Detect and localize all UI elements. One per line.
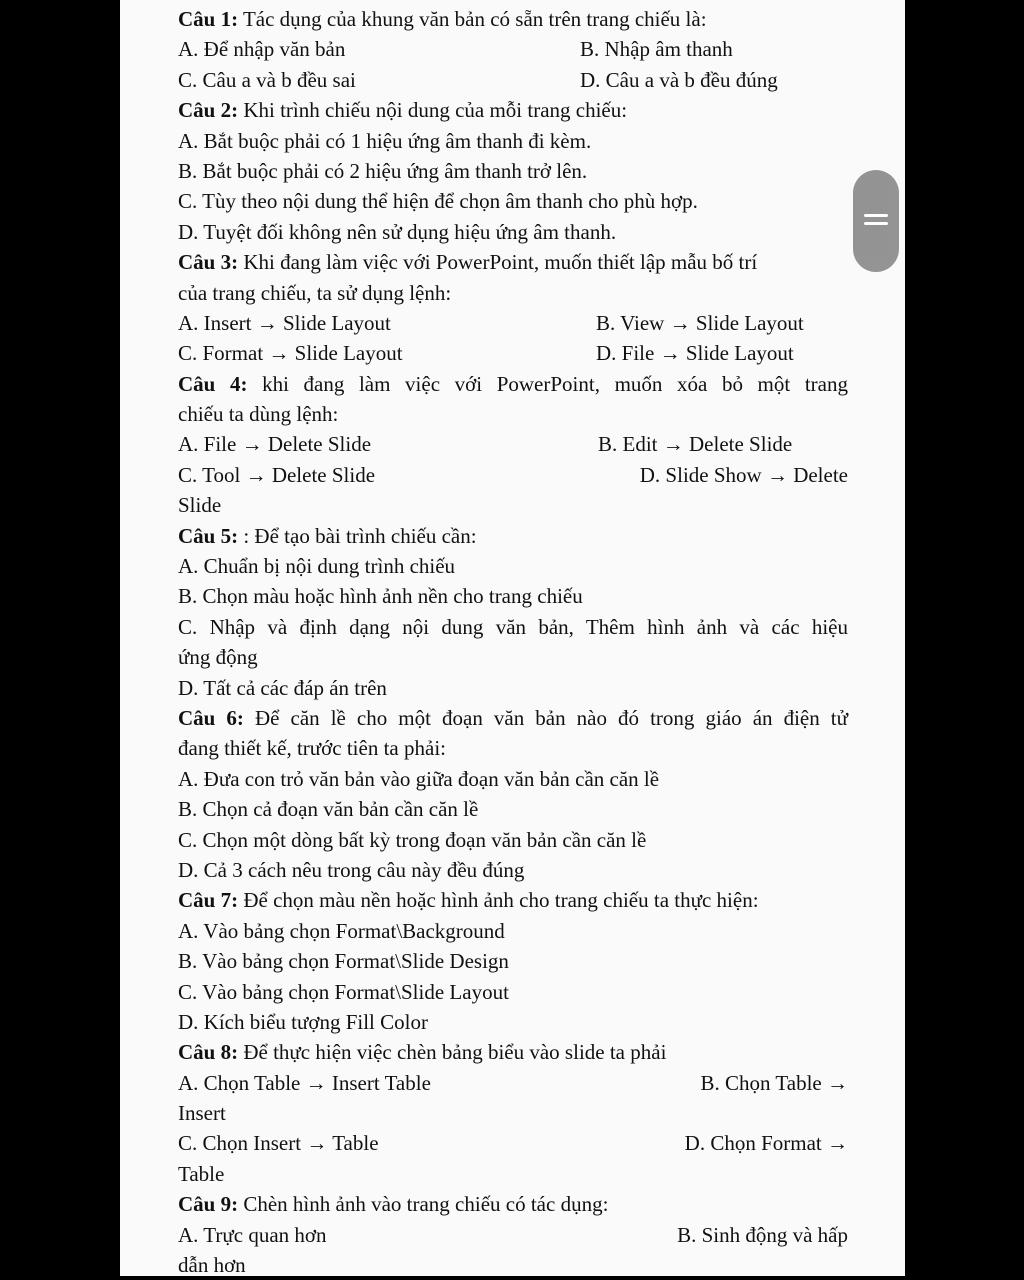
answer-a: A. Đưa con trỏ văn bản vào giữa đoạn văn bản cần căn lề	[178, 766, 660, 791]
answer-d-cont: Slide	[178, 493, 222, 518]
question-5	[178, 521, 848, 551]
document-content	[178, 4, 848, 1280]
question-text: Để thực hiện việc chèn bảng biểu vào slide ta phải	[238, 1040, 667, 1065]
question-label: Câu 8:	[178, 1040, 239, 1065]
answer-b: B. Sinh động và hấp	[677, 1222, 848, 1247]
answer-b-cont: Insert	[178, 1101, 226, 1126]
question-label: Câu 3:	[178, 250, 239, 275]
answer-d: D. Câu a và b đều đúng	[580, 67, 778, 92]
question-7	[178, 885, 848, 915]
answer-b: B. Bắt buộc phải có 2 hiệu ứng âm thanh trở lên.	[178, 158, 588, 183]
answer-row	[178, 34, 848, 64]
answer-row	[178, 338, 848, 368]
answer-c: C. Chọn Insert → Table	[178, 1131, 379, 1156]
question-text: Để căn lề cho một đoạn văn bản nào đó trong giáo án điện tử	[243, 705, 849, 730]
answer-row	[178, 460, 848, 490]
answer-b: B. Vào bảng chọn Format\Slide Design	[178, 949, 509, 974]
question-label: Câu 9:	[178, 1192, 239, 1217]
question-label: Câu 2:	[178, 98, 239, 123]
question-9	[178, 1189, 848, 1219]
answer-row	[178, 1068, 848, 1098]
answer-d: D. Cả 3 cách nêu trong câu này đều đúng	[178, 857, 525, 882]
answer-d: D. Tất cả các đáp án trên	[178, 675, 387, 700]
answer-row	[178, 65, 848, 95]
answer-a: A. Trực quan hơn	[178, 1222, 327, 1247]
answer-a: A. Chọn Table → Insert Table	[178, 1070, 431, 1095]
answer-b: B. Edit → Delete Slide	[598, 432, 793, 457]
question-text: Tác dụng của khung văn bản có sẵn trên trang chiếu là:	[238, 7, 707, 31]
question-8	[178, 1037, 848, 1067]
answer-c: C. Chọn một dòng bất kỳ trong đoạn văn bản cần căn lề	[178, 827, 647, 852]
answer-c: C. Câu a và b đều sai	[178, 67, 356, 92]
question-text: Để chọn màu nền hoặc hình ảnh cho trang chiếu ta thực hiện:	[238, 888, 759, 913]
answer-row	[178, 1220, 848, 1250]
question-text: Khi trình chiếu nội dung của mỗi trang chiếu:	[238, 98, 628, 123]
answer-a: A. Bắt buộc phải có 1 hiệu ứng âm thanh đi kèm.	[178, 128, 592, 153]
answer-d: D. Kích biểu tượng Fill Color	[178, 1009, 428, 1034]
answer-d-cont: Table	[178, 1161, 225, 1186]
answer-c: C. Tùy theo nội dung thể hiện để chọn âm thanh cho phù hợp.	[178, 189, 698, 214]
question-label: Câu 7:	[178, 888, 239, 913]
question-text: khi đang làm việc với PowerPoint, muốn xóa bỏ một trang	[247, 371, 848, 396]
answer-row	[178, 429, 848, 459]
question-text-cont: chiếu ta dùng lệnh:	[178, 402, 339, 427]
answer-b-cont: dẫn hơn	[178, 1253, 246, 1278]
question-text: Chèn hình ảnh vào trang chiếu có tác dụng:	[238, 1192, 609, 1217]
answer-a: A. Để nhập văn bản	[178, 37, 346, 62]
answer-c-cont: ứng động	[178, 645, 258, 670]
answer-a: A. Vào bảng chọn Format\Background	[178, 918, 505, 943]
answer-d: D. File → Slide Layout	[596, 341, 794, 366]
question-text-cont: đang thiết kế, trước tiên ta phải:	[178, 736, 446, 761]
answer-c: C. Tool → Delete Slide	[178, 462, 376, 487]
answer-b: B. Chọn cả đoạn văn bản cần căn lề	[178, 797, 479, 822]
answer-row	[178, 1128, 848, 1158]
answer-b: B. View → Slide Layout	[596, 310, 804, 335]
question-label: Câu 5:	[178, 523, 239, 548]
answer-c: C. Format → Slide Layout	[178, 341, 403, 366]
answer-a: A. Insert → Slide Layout	[178, 310, 391, 335]
answer-b: B. Chọn Table →	[700, 1070, 848, 1095]
answer-b: B. Chọn màu hoặc hình ảnh nền cho trang chiếu	[178, 584, 583, 609]
question-1	[178, 4, 848, 34]
grip-line-icon	[864, 222, 888, 225]
answer-d: D. Tuyệt đối không nên sử dụng hiệu ứng âm thanh.	[178, 219, 617, 244]
answer-d: D. Slide Show → Delete	[639, 462, 848, 487]
question-6	[178, 703, 848, 733]
question-text-cont: của trang chiếu, ta sử dụng lệnh:	[178, 280, 452, 305]
answer-c: C. Nhập và định dạng nội dung văn bản, Thêm hình ảnh và các hiệu	[178, 614, 848, 639]
answer-row	[178, 308, 848, 338]
question-label: Câu 4:	[178, 371, 248, 396]
answer-b: B. Nhập âm thanh	[580, 37, 733, 62]
answer-a: A. Chuẩn bị nội dung trình chiếu	[178, 554, 456, 579]
answer-a: A. File → Delete Slide	[178, 432, 372, 457]
grip-line-icon	[864, 214, 888, 217]
question-2	[178, 95, 848, 125]
scroll-handle[interactable]	[853, 170, 899, 272]
question-label: Câu 1:	[178, 7, 239, 31]
question-text: Khi đang làm việc với PowerPoint, muốn thiết lập mẫu bố trí	[238, 250, 758, 275]
answer-c: C. Vào bảng chọn Format\Slide Layout	[178, 979, 509, 1004]
question-text: : Để tạo bài trình chiếu cần:	[238, 523, 477, 548]
answer-d: D. Chọn Format →	[684, 1131, 848, 1156]
question-3	[178, 247, 848, 277]
question-4	[178, 369, 848, 399]
question-label: Câu 6:	[178, 705, 244, 730]
